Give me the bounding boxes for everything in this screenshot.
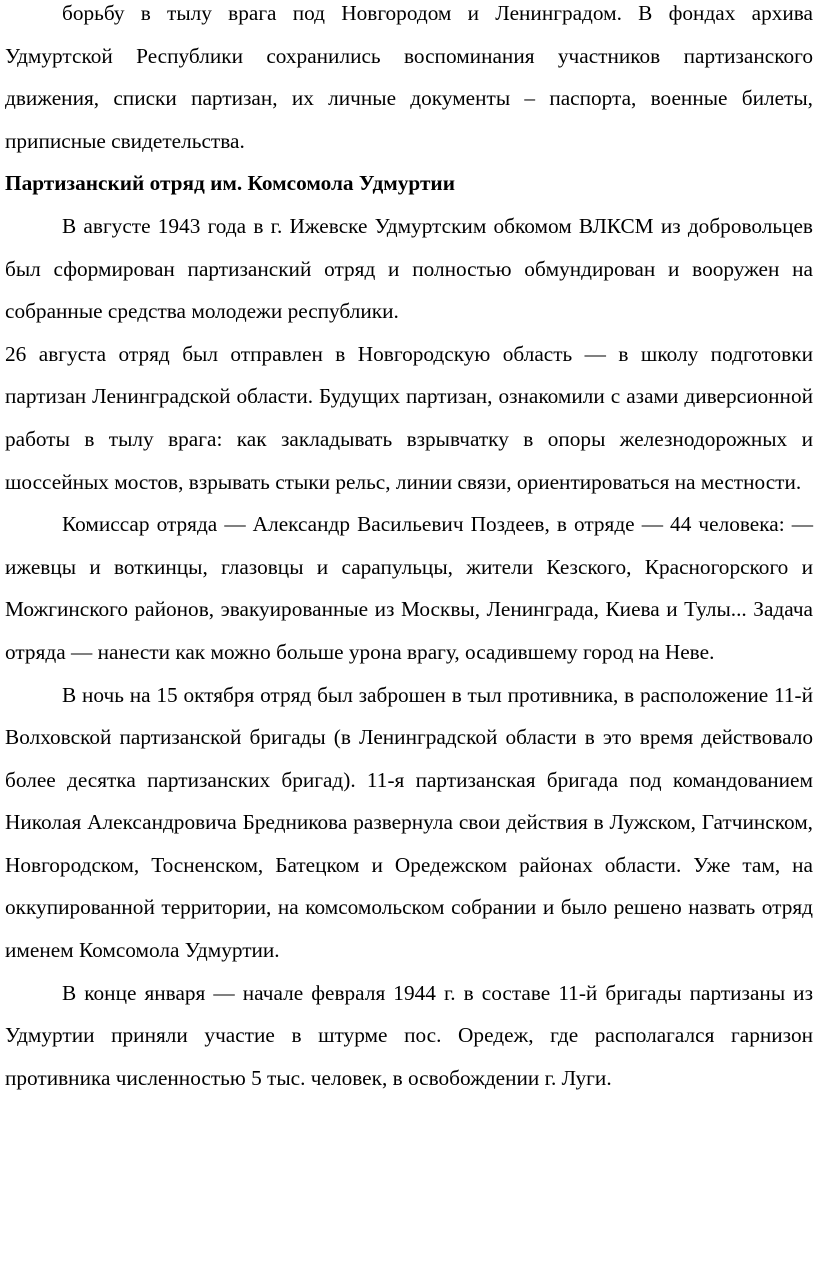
paragraph-commissar: Комиссар отряда — Александр Васильевич Поздеев, в отряде — 44 человека: — ижевцы и воткинцы, глазовцы и сарапульцы, жители Кезского, Красногорского и Можгинского районов, эвакуированные из Москвы, Ленинграда, Киева и Тулы... Задача отряда — нанести как можно больше урона врагу, осадившему город на Неве. <box>5 512 813 664</box>
paragraph-assault: В конце января — начале февраля 1944 г. в составе 11-й бригады партизаны из Удмуртии приняли участие в штурме пос. Оредеж, где располагался гарнизон противника численностью 5 тыс. человек, в освобождении г. Луги. <box>5 980 813 1090</box>
paragraph-continuation: борьбу в тылу врага под Новгородом и Ленинградом. В фондах архива Удмуртской Республики сохранились воспоминания участников партизанского движения, списки партизан, их личные документы – паспорта, военные билеты, приписные свидетельства. <box>5 1 813 153</box>
document-page <box>5 0 813 1099</box>
paragraph-deployment: В ночь на 15 октября отряд был заброшен в тыл противника, в расположение 11-й Волховской партизанской бригады (в Ленинградской области в это время действовало более десятка партизанских бригад). 11-я партизанская бригада под командованием Николая Александровича Бредникова развернула свои действия в Лужском, Гатчинском, Новгородском, Тосненском, Батецком и Оредежском районах области. Уже там, на оккупированной территории, на комсомольском собрании и было решено назвать отряд именем Комсомола Удмуртии. <box>5 682 813 963</box>
paragraph-formation: В августе 1943 года в г. Ижевске Удмуртским обкомом ВЛКСМ из добровольцев был сформирован партизанский отряд и полностью обмундирован и вооружен на собранные средства молодежи республики. <box>5 213 813 324</box>
paragraph-training: 26 августа отряд был отправлен в Новгородскую область — в школу подготовки партизан Ленинградской области. Будущих партизан, ознакомили с азами диверсионной работы в тылу врага: как закладывать взрывчатку в опоры железнодорожных и шоссейных мостов, взрывать стыки рельс, линии связи, ориентироваться на местности. <box>5 341 813 494</box>
section-heading: Партизанский отряд им. Комсомола Удмуртии <box>5 171 455 196</box>
